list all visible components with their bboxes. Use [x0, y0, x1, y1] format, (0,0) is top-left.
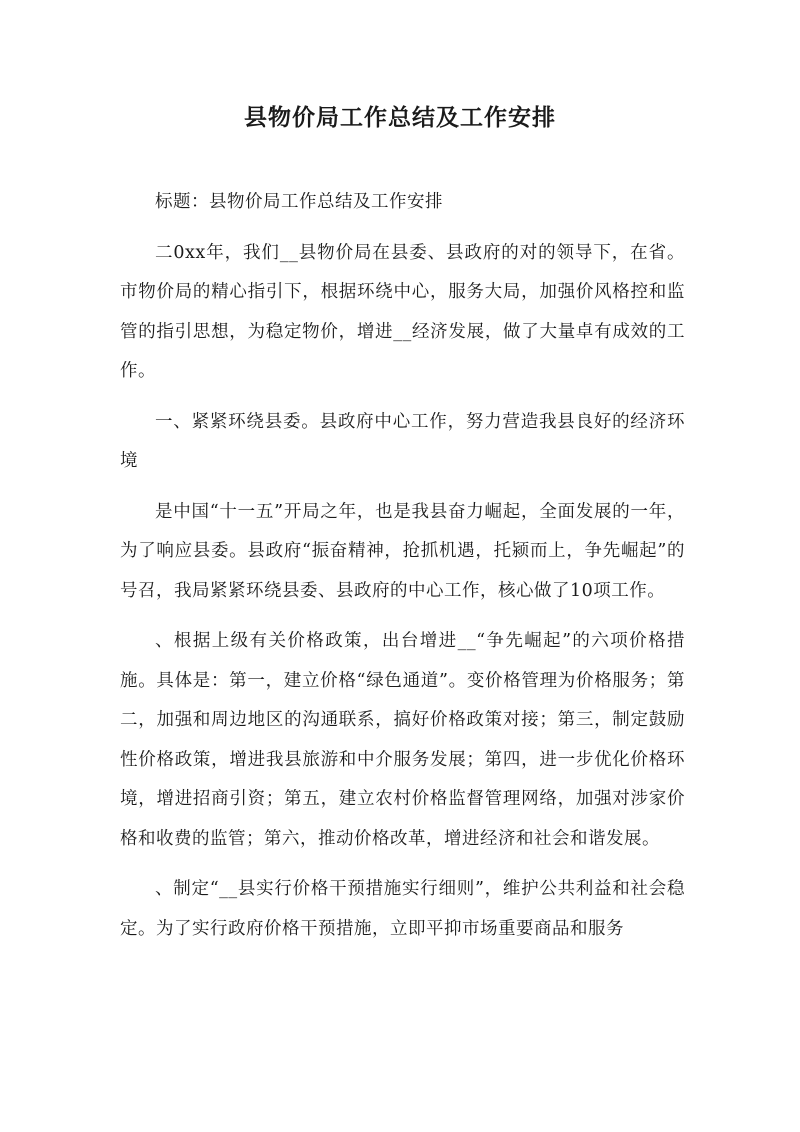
- paragraph-subject-line: 标题：县物价局工作总结及工作安排: [155, 192, 443, 212]
- paragraph-item-intervention-rules: 、制定“__县实行价格干预措施实行细则”，维护公共利益和社会稳定。为了实行政府价格干预措施，立即平抑市场重要商品和服务: [120, 879, 685, 939]
- paragraph-section-body: 是中国“十一五”开局之年，也是我县奋力崛起，全面发展的一年，为了响应县委。县政府“振奋精神，抢抓机遇，托颍而上，争先崛起”的号召，我局紧紧环绕县委、县政府的中心工作，核心做了10项工作。: [120, 501, 685, 601]
- paragraph-section-heading: 一、紧紧环绕县委。县政府中心工作，努力营造我县良好的经济环境: [120, 411, 685, 471]
- paragraph-item-price-measures: 、根据上级有关价格政策，出台增进__“争先崛起”的六项价格措施。具体是：第一，建立价格“绿色通道”。变价格管理为价格服务；第二，加强和周边地区的沟通联系，搞好价格政策对接；第三，制定鼓励性价格政策，增进我县旅游和中介服务发展；第四，进一步优化价格环境，增进招商引资；第五，建立农村价格监督管理网络，加强对涉家价格和收费的监管；第六，推动价格改革，增进经济和社会和谐发展。: [120, 631, 685, 849]
- document-body: [120, 183, 685, 960]
- paragraph-intro: 二0xx年，我们__县物价局在县委、县政府的对的领导下，在省。市物价局的精心指引下，根据环绕中心，服务大局，加强价风格控和监管的指引思想，为稳定物价，增进__经济发展，做了大量卓有成效的工作。: [120, 242, 685, 381]
- document-title: 县物价局工作总结及工作安排: [244, 104, 556, 131]
